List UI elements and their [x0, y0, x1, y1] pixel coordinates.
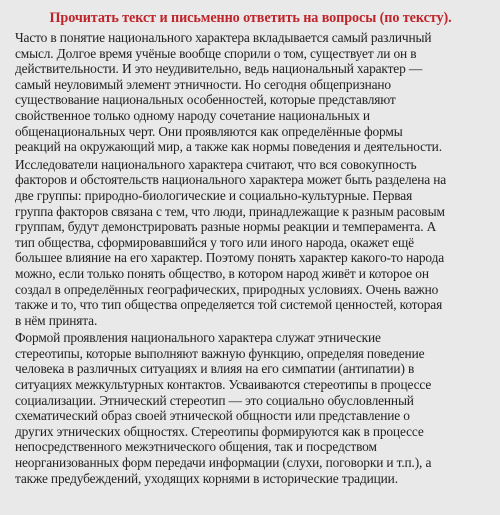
paragraph-line: общенациональных черт. Они проявляются как определённые формы — [15, 123, 403, 139]
paragraph-line: также и то, что тип общества определяется той системой ценностей, которая — [15, 297, 443, 313]
paragraph-line: действительности. И это неудивительно, ведь национальный характер — — [15, 61, 423, 77]
paragraph-line: человека в различных ситуациях и влияя на его симпатии (антипатии) в — [15, 361, 415, 377]
paragraph-1 — [15, 30, 486, 155]
paragraph-2 — [15, 157, 486, 329]
paragraph-line: Исследователи национального характера считают, что вся совокупность — [15, 156, 417, 172]
paragraph-line: факторов и обстоятельств национального характера может быть разделена на — [15, 172, 447, 188]
paragraph-line: Формой проявления национального характера служат этнические — [15, 330, 381, 346]
paragraph-line: можно, если только понять общество, в котором народ живёт и которое он — [15, 265, 429, 281]
paragraph-line: в нём принята. — [15, 312, 98, 328]
paragraph-line: реакций на окружающий мир, а также как нормы поведения и деятельности. — [15, 139, 442, 155]
paragraph-line: стереотипы, которые выполняют важную функцию, определяя поведение — [15, 345, 425, 361]
paragraph-3 — [15, 330, 486, 486]
paragraph-line: также предубеждений, уходящих корнями в исторические традиции. — [15, 470, 398, 486]
paragraph-line: существование национальных особенностей, которые представляют — [15, 92, 396, 108]
paragraph-line: группа факторов связана с тем, что люди, принадлежащие к разным расовым — [15, 203, 445, 219]
paragraph-line: тип общества, сформировавшийся у того или иного народа, окажет ещё — [15, 234, 414, 250]
paragraph-line: непосредственного межэтнического общения, так и посредством — [15, 439, 377, 455]
paragraph-line: свойственное только одному народу сочетание национальных и — [15, 107, 370, 123]
paragraph-line: неорганизованных форм передачи информации (слухи, поговорки и т.п.), а — [15, 455, 432, 471]
document-title: Прочитать текст и письменно ответить на вопросы (по тексту). — [49, 10, 452, 26]
paragraph-line: группам, будут демонстрировать разные нормы реакции и темперамента. А — [15, 219, 437, 235]
paragraph-line: две группы: природно-биологические и социально-культурные. Первая — [15, 187, 413, 203]
paragraph-line: других этнических общностях. Стереотипы формируются как в процессе — [15, 423, 424, 439]
paragraph-line: самый неуловимый элемент этничности. Но сегодня общепризнано — [15, 76, 391, 92]
paragraph-line: социализации. Этнический стереотип — это социально обусловленный — [15, 392, 414, 408]
paragraph-line: ситуациях межкультурных контактов. Усваиваются стереотипы в процессе — [15, 377, 432, 393]
paragraph-line: Часто в понятие национального характера вкладывается самый различный — [15, 30, 432, 45]
paragraph-line: смысл. Долгое время учёные вообще спорили о том, существует ли он в — [15, 45, 417, 61]
paragraph-line: большее влияние на его характер. Поэтому понять характер какого-то народа — [15, 250, 445, 266]
paragraph-line: создал в определённых географических, природных условиях. Очень важно — [15, 281, 439, 297]
paragraph-line: схематический образ своей этнической общности или представление о — [15, 408, 410, 424]
